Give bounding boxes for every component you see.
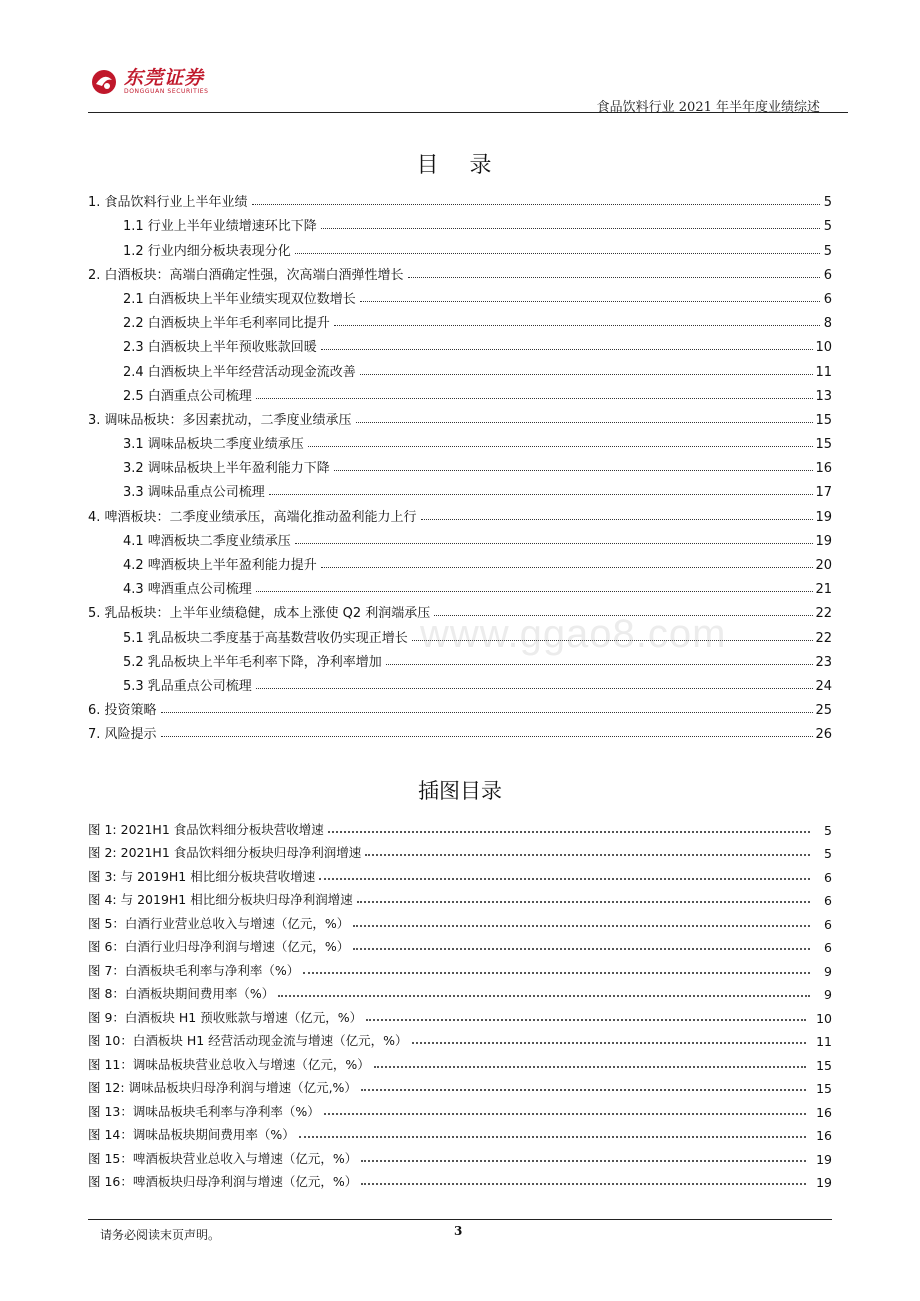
toc-entry[interactable] (88, 549, 832, 573)
figure-entry-label: 图 6：白酒行业归母净利润与增速（亿元，%） (88, 939, 350, 954)
figure-entry-label: 图 14：调味品板块期间费用率（%） (88, 1127, 295, 1142)
figure-entry[interactable] (88, 885, 832, 909)
figure-entry-label: 图 9：白酒板块 H1 预收账款与增速（亿元，%） (88, 1009, 363, 1025)
toc-entry-page: 5 (823, 219, 832, 235)
figure-entry-label: 图 1: 2021H1 食品饮料细分板块营收增速 (88, 821, 324, 837)
dot-leader (360, 374, 814, 375)
dot-leader (324, 1113, 806, 1115)
toc-entry-label: 2. 白酒板块：高端白酒确定性强，次高端白酒弹性增长 (88, 264, 406, 283)
figure-entry[interactable] (88, 1073, 832, 1097)
dot-leader (319, 878, 810, 880)
dot-leader (365, 854, 810, 856)
toc-entry-label: 5.3 乳品重点公司梳理 (123, 675, 254, 694)
toc-entry[interactable] (88, 694, 832, 718)
toc-entry-label: 2.3 白酒板块上半年预收账款回暖 (123, 336, 319, 355)
toc-entry-label: 3. 调味品板块：多因素扰动，二季度业绩承压 (88, 409, 354, 428)
dot-leader (303, 972, 810, 974)
figure-entry[interactable] (88, 1049, 832, 1073)
page-number: 3 (454, 1224, 463, 1238)
figure-entry[interactable] (88, 1026, 832, 1050)
dot-leader (295, 253, 820, 254)
toc-entry-label: 1.1 行业上半年业绩增速环比下降 (123, 215, 319, 234)
footer-divider (88, 1219, 832, 1220)
dot-leader (321, 349, 814, 350)
toc-entry[interactable] (88, 500, 832, 524)
figure-entry-page: 11 (816, 1034, 832, 1049)
figure-entry-label: 图 16：啤酒板块归母净利润与增速（亿元，%） (88, 1174, 358, 1189)
toc-entry-page: 6 (823, 267, 832, 283)
figure-entry-page: 16 (816, 1104, 832, 1120)
report-title: 食品饮料行业 2021 年半年度业绩综述 (596, 100, 820, 115)
toc-entry-label: 2.1 白酒板块上半年业绩实现双位数增长 (123, 288, 358, 307)
dot-leader (356, 422, 814, 423)
figure-entry-page: 10 (816, 1010, 832, 1026)
dot-leader (412, 1042, 807, 1044)
toc-entry-label: 1.2 行业内细分板块表现分化 (123, 240, 293, 259)
figure-entry[interactable] (88, 955, 832, 979)
figure-entry[interactable] (88, 979, 832, 1003)
header-divider (88, 112, 848, 113)
toc-entry-page: 6 (823, 291, 832, 307)
toc-title: 目 录 (416, 153, 504, 178)
toc-entry-label: 4. 啤酒板块：二季度业绩承压，高端化推动盈利能力上行 (88, 506, 419, 525)
toc-entry-page: 25 (815, 703, 832, 719)
figure-entry[interactable] (88, 838, 832, 862)
toc-entry[interactable] (88, 259, 832, 283)
dot-leader (161, 736, 814, 737)
figure-entry[interactable] (88, 1167, 832, 1191)
toc-entry-label: 3.3 调味品重点公司梳理 (123, 481, 267, 500)
toc-entry-page: 15 (815, 412, 832, 428)
toc-entry[interactable] (88, 355, 832, 379)
figure-entry-label: 图 5：白酒行业营业总收入与增速（亿元，%） (88, 915, 350, 931)
figure-entry[interactable] (88, 908, 832, 932)
toc-entry-label: 4.2 啤酒板块上半年盈利能力提升 (123, 554, 319, 573)
dot-leader (321, 228, 820, 229)
toc-entry[interactable] (88, 428, 832, 452)
toc-entry-label: 1. 食品饮料行业上半年业绩 (88, 191, 250, 210)
toc-entry[interactable] (88, 283, 832, 307)
toc-entry-page: 16 (815, 461, 832, 477)
watermark: www.ggao8.com (420, 612, 727, 656)
figure-entry-page: 5 (824, 846, 832, 861)
toc-entry-page: 5 (823, 195, 832, 211)
toc-entry-page: 19 (815, 509, 832, 525)
toc-entry[interactable] (88, 573, 832, 597)
figure-entry-page: 15 (816, 1081, 832, 1096)
toc-entry-page: 21 (815, 582, 832, 598)
toc-entry-page: 5 (823, 243, 832, 259)
toc-entry-page: 26 (815, 727, 832, 743)
toc-entry-label: 5.1 乳品板块二季度基于高基数营收仍实现正增长 (123, 627, 410, 646)
figure-entry[interactable] (88, 1096, 832, 1120)
figure-list-title: 插图目录 (418, 779, 502, 803)
dot-leader (361, 1160, 806, 1162)
toc-entry-label: 2.4 白酒板块上半年经营活动现金流改善 (123, 361, 358, 380)
toc-entry-page: 11 (815, 364, 832, 380)
figure-entry-page: 6 (824, 893, 832, 908)
dot-leader (357, 901, 810, 903)
dot-leader (360, 301, 820, 302)
toc-entry[interactable] (88, 525, 832, 549)
figure-entry-label: 图 4: 与 2019H1 相比细分板块归母净利润增速 (88, 892, 353, 907)
figure-entry-label: 图 11：调味品板块营业总收入与增速（亿元，%） (88, 1056, 370, 1072)
dot-leader (374, 1066, 806, 1068)
dot-leader (321, 567, 814, 568)
dot-leader (269, 494, 814, 495)
toc-entry-label: 3.2 调味品板块上半年盈利能力下降 (123, 457, 332, 476)
figure-entry-page: 6 (824, 940, 832, 955)
toc-entry-page: 13 (815, 388, 832, 404)
toc-entry-page: 22 (815, 606, 832, 622)
figure-entry[interactable] (88, 1143, 832, 1167)
toc-entry-label: 4.3 啤酒重点公司梳理 (123, 578, 254, 597)
toc-entry-label: 3.1 调味品板块二季度业绩承压 (123, 433, 306, 452)
dot-leader (256, 398, 814, 399)
dot-leader (299, 1136, 806, 1138)
logo-icon (90, 68, 118, 96)
dot-leader (421, 519, 814, 520)
figure-entry-page: 6 (824, 916, 832, 932)
company-logo (90, 68, 209, 96)
figure-entry-label: 图 7：白酒板块毛利率与净利率（%） (88, 962, 300, 978)
toc-entry[interactable] (88, 404, 832, 428)
figure-entry-page: 19 (816, 1175, 832, 1190)
figure-list (88, 814, 832, 1190)
toc-entry-label: 2.2 白酒板块上半年毛利率同比提升 (123, 312, 332, 331)
toc-entry-label: 7. 风险提示 (88, 723, 159, 742)
toc-entry-label: 6. 投资策略 (88, 699, 159, 718)
toc-entry-page: 8 (823, 316, 832, 332)
toc-entry-page: 10 (815, 340, 832, 356)
toc-entry[interactable] (88, 307, 832, 331)
dot-leader (408, 277, 820, 278)
toc-entry[interactable] (88, 380, 832, 404)
toc-entry[interactable] (88, 476, 832, 500)
toc-entry[interactable] (88, 452, 832, 476)
figure-entry[interactable] (88, 1120, 832, 1144)
logo-name-en: DONGGUAN SECURITIES (124, 88, 209, 95)
dot-leader (361, 1183, 806, 1185)
toc-entry-page: 24 (815, 678, 832, 694)
figure-entry[interactable] (88, 861, 832, 885)
toc-entry-label: 2.5 白酒重点公司梳理 (123, 385, 254, 404)
toc-entry-page: 22 (815, 630, 832, 646)
figure-entry-label: 图 10：白酒板块 H1 经营活动现金流与增速（亿元，%） (88, 1033, 408, 1048)
dot-leader (308, 446, 814, 447)
toc-entry-page: 19 (815, 533, 832, 549)
figure-entry-page: 9 (824, 963, 832, 979)
figure-entry-label: 图 15：啤酒板块营业总收入与增速（亿元，%） (88, 1150, 358, 1166)
figure-entry-page: 16 (816, 1128, 832, 1143)
dot-leader (366, 1019, 806, 1021)
toc-entry-label: 4.1 啤酒板块二季度业绩承压 (123, 530, 293, 549)
figure-entry-label: 图 8：白酒板块期间费用率（%） (88, 986, 275, 1001)
dot-leader (161, 712, 814, 713)
toc-entry[interactable] (88, 331, 832, 355)
toc-entry[interactable] (88, 210, 832, 234)
toc-entry-page: 17 (815, 485, 832, 501)
toc-entry-label: 5.2 乳品板块上半年毛利率下降，净利率增加 (123, 651, 384, 670)
figure-entry-label: 图 12: 调味品板块归母净利润与增速（亿元,%） (88, 1080, 357, 1095)
dot-leader (295, 543, 814, 544)
dot-leader (256, 688, 814, 689)
figure-entry-page: 6 (824, 869, 832, 885)
figure-entry[interactable] (88, 814, 832, 838)
table-of-contents (88, 186, 832, 742)
logo-name-cn: 东莞证券 (124, 67, 205, 89)
dot-leader (334, 470, 814, 471)
figure-entry[interactable] (88, 1002, 832, 1026)
toc-entry-page: 23 (815, 654, 832, 670)
dot-leader (252, 204, 820, 205)
dot-leader (334, 325, 820, 326)
figure-entry-page: 19 (816, 1151, 832, 1167)
dot-leader (353, 948, 810, 950)
figure-entry[interactable] (88, 932, 832, 956)
dot-leader (361, 1089, 806, 1091)
figure-entry-label: 图 13：调味品板块毛利率与净利率（%） (88, 1103, 320, 1119)
dot-leader (328, 831, 810, 833)
toc-entry-page: 15 (815, 437, 832, 453)
dot-leader (278, 995, 810, 997)
toc-entry-page: 20 (815, 558, 832, 573)
toc-entry[interactable] (88, 234, 832, 258)
figure-entry-page: 15 (816, 1057, 832, 1073)
toc-entry-label: 5. 乳品板块：上半年业绩稳健，成本上涨使 Q2 利润端承压 (88, 602, 432, 621)
toc-entry[interactable] (88, 186, 832, 210)
figure-entry-label: 图 2: 2021H1 食品饮料细分板块归母净利润增速 (88, 845, 362, 860)
toc-entry[interactable] (88, 670, 832, 694)
disclaimer-note: 请务必阅读末页声明。 (100, 1228, 221, 1242)
figure-entry-page: 9 (824, 987, 832, 1002)
figure-entry-page: 5 (824, 822, 832, 838)
dot-leader (353, 925, 810, 927)
toc-entry[interactable] (88, 718, 832, 742)
dot-leader (256, 591, 814, 592)
figure-entry-label: 图 3: 与 2019H1 相比细分板块营收增速 (88, 868, 316, 884)
dot-leader (386, 664, 814, 665)
